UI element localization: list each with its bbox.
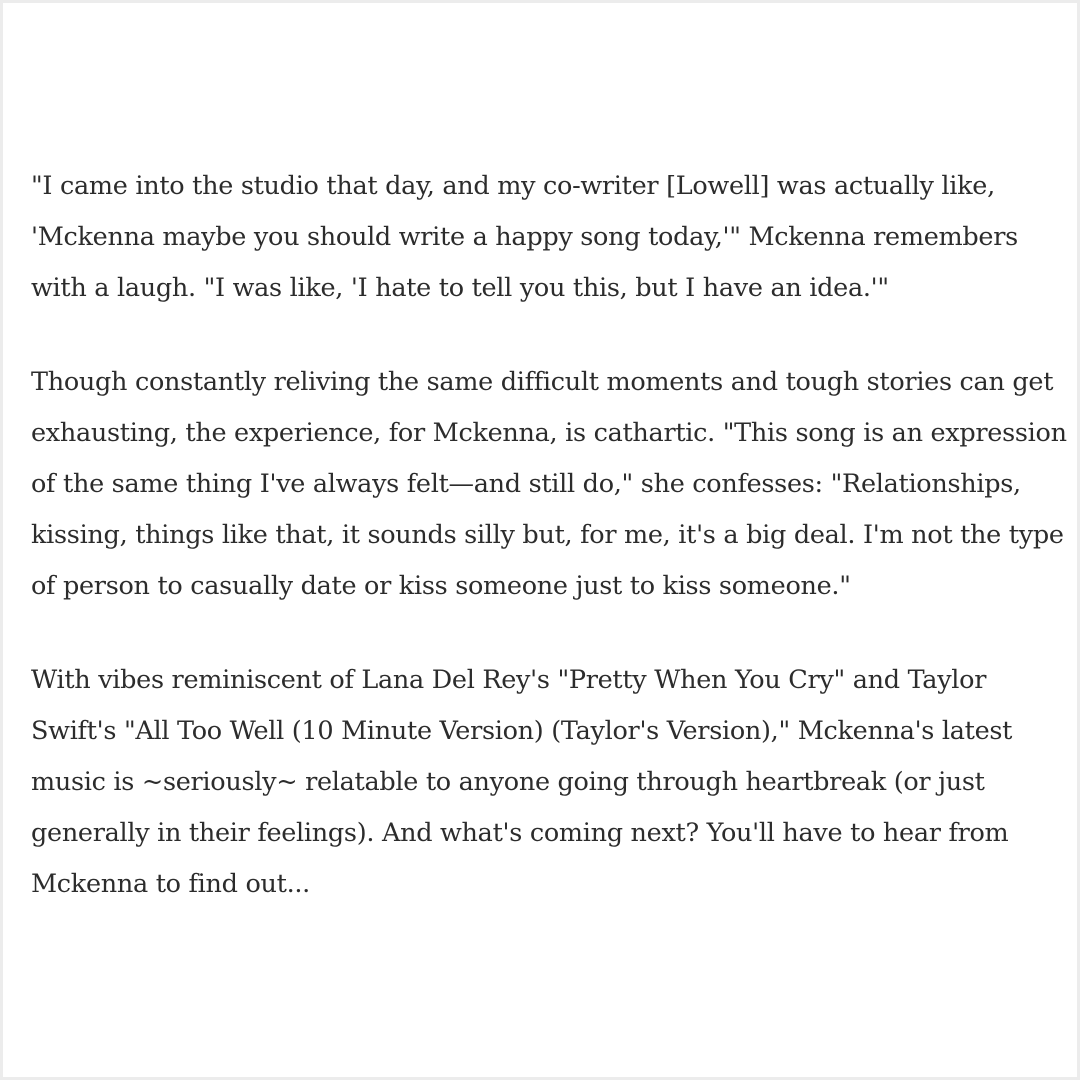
paragraph-quote-studio — [31, 161, 1063, 314]
paragraph-line: Swift's "All Too Well (10 Minute Version) (Taylor's Version)," Mckenna's latest — [31, 716, 1013, 746]
paragraph-cathartic — [31, 357, 1067, 612]
paragraph-line: exhausting, the experience, for Mckenna, is cathartic. "This song is an expression — [31, 418, 1067, 448]
paragraph-line: generally in their feelings). And what's coming next? You'll have to hear from — [31, 818, 1009, 848]
paragraph-vibes — [31, 655, 1063, 910]
paragraph-line: "I came into the studio that day, and my co-writer [Lowell] was actually like, — [31, 171, 995, 201]
paragraph-line: with a laugh. "I was like, 'I hate to tell you this, but I have an idea.'" — [31, 273, 889, 303]
paragraph-line: of person to casually date or kiss someone just to kiss someone." — [31, 571, 851, 601]
paragraph-line: of the same thing I've always felt—and still do," she confesses: "Relationships, — [31, 469, 1021, 499]
article-body — [31, 161, 1067, 953]
paragraph-line: kissing, things like that, it sounds silly but, for me, it's a big deal. I'm not the type — [31, 520, 1064, 550]
paragraph-line: Mckenna to find out... — [31, 869, 310, 899]
paragraph-line: Though constantly reliving the same difficult moments and tough stories can get — [31, 367, 1054, 397]
paragraph-line: With vibes reminiscent of Lana Del Rey's "Pretty When You Cry" and Taylor — [31, 665, 987, 695]
paragraph-line: 'Mckenna maybe you should write a happy song today,'" Mckenna remembers — [31, 222, 1018, 252]
paragraph-line: music is ~seriously~ relatable to anyone going through heartbreak (or just — [31, 767, 985, 797]
